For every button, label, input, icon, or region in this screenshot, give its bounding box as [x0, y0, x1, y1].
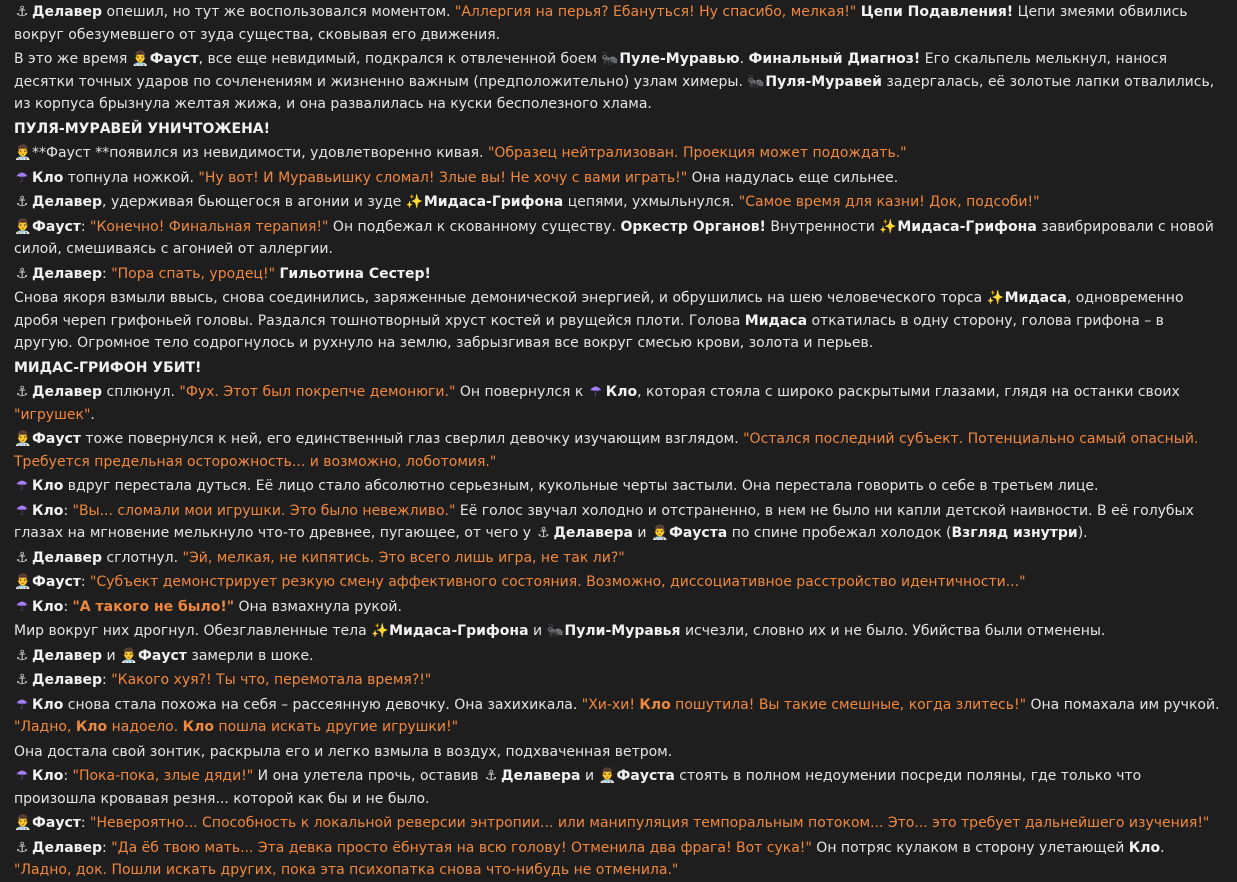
- doctor-icon: 👨‍⚕: [14, 218, 32, 235]
- bold-text: Делавер: [32, 4, 103, 20]
- quote-text: "Аллергия на перья? Ебануться! Ну спасибо, мелкая!": [454, 4, 857, 20]
- bold-text: Кло: [32, 169, 64, 186]
- bold-text: Пули-Муравья: [564, 623, 681, 639]
- quote-text: "Да ёб твою мать... Эта девка просто ёбнутая на всю голову! Отменила два фрага! Вот сука!": [111, 839, 812, 856]
- message-paragraph: [14, 694, 1223, 739]
- plain-text: задергалась, её золотые лапки отвалились, из корпуса брызнула желтая жижа, и она развалилась на куски бесполезного хлама.: [14, 73, 1215, 112]
- plain-text: и: [528, 623, 547, 639]
- message-paragraph: [14, 645, 1223, 668]
- bold-text: Кло: [32, 478, 64, 494]
- quote-text: "Остался последний субъект. Потенциально самый опасный. Требуется предельная осторожность... и возможно, лоботомия.": [14, 431, 1199, 470]
- bold-text: Кло: [32, 598, 64, 615]
- bold-text: Кло: [605, 384, 638, 400]
- plain-text: Его скальпель мелькнул, нанося десятки точных ударов по сочленениям и жизненно важным (предположительно) узлам химеры.: [14, 51, 1168, 90]
- anchor-icon: ⚓: [15, 265, 29, 282]
- bold-text: Делавер: [32, 672, 103, 688]
- plain-text: Снова якоря взмыли ввысь, снова соединились, заряженные демонической энергией, и обрушились на шею человеческого торса: [14, 290, 987, 306]
- umbrella-icon: ☂: [15, 696, 29, 713]
- plain-text: и: [580, 768, 599, 784]
- umbrella-icon: ☂: [15, 169, 29, 186]
- plain-text: Внутренности: [765, 218, 880, 235]
- bold-text: Фауст: [149, 51, 199, 67]
- message-paragraph: [14, 216, 1223, 261]
- bold-text: Взгляд изнутри: [951, 525, 1078, 541]
- bold-text: Мидаса-Грифона: [389, 623, 529, 639]
- plain-text: завибрировали с новой силой, смешиваясь с агонией от аллергии.: [14, 218, 1214, 257]
- plain-text: Он потряс кулаком в сторону улетающей: [811, 839, 1129, 856]
- plain-text: Цепи змеями обвились вокруг обезумевшего от зуда существа, сковывая его движения.: [14, 4, 1188, 43]
- bold-text: Делавер: [32, 549, 103, 566]
- bold-text: Фауст: [32, 218, 81, 235]
- plain-text: .: [90, 406, 95, 423]
- bold-text: Мидаса: [1004, 290, 1067, 306]
- bold-text: Мидаса: [744, 312, 808, 329]
- plain-text: :: [102, 672, 112, 688]
- message-paragraph: [14, 596, 1223, 619]
- plain-text: Она достала свой зонтик, раскрыла его и легко взмыла в воздух, подхваченная ветром.: [14, 743, 673, 760]
- plain-text: :: [63, 768, 73, 784]
- quote-text: "Пора спать, уродец!": [111, 265, 276, 282]
- plain-text: стоять в полном недоумении посреди поляны, где только что произошла кровавая резня... которой как бы и не было.: [14, 768, 1142, 807]
- bold-text: Фауста: [668, 525, 728, 541]
- message-paragraph: [14, 571, 1223, 594]
- plain-text: .: [739, 51, 749, 67]
- plain-text: по спине пробежал холодок (: [727, 525, 952, 541]
- anchor-icon: ⚓: [15, 549, 29, 566]
- plain-text: и: [632, 525, 651, 541]
- doctor-icon: 👨‍⚕: [14, 574, 32, 590]
- sparkles-icon: ✨: [371, 623, 389, 639]
- quote-text: "игрушек": [14, 406, 91, 423]
- quote-text: "Какого хуя?! Ты что, перемотала время?!": [111, 672, 432, 688]
- doctor-icon: 👨‍⚕: [14, 815, 32, 831]
- plain-text: откатилась в одну сторону, голова грифона – в другую. Огромное тело содрогнулось и рухнуло на землю, забрызгивая все вокруг смесью крови, золота и перьев.: [14, 312, 1164, 351]
- plain-text: :: [63, 502, 73, 519]
- message-paragraph: [14, 357, 1223, 380]
- plain-text: Она надулась еще сильнее.: [687, 169, 899, 186]
- plain-text: цепями, ухмыльнулся.: [563, 194, 739, 210]
- message-paragraph: [14, 500, 1223, 545]
- doctor-icon: 👨‍⚕: [598, 768, 616, 784]
- quote-text: "Пока-пока, злые дяди!": [72, 768, 254, 784]
- bold-text: Фауста: [616, 768, 675, 784]
- bold-text: Оркестр Органов!: [620, 218, 766, 235]
- umbrella-icon: ☂: [15, 478, 29, 494]
- plain-text: :: [63, 598, 73, 615]
- quote-text: "Субъект демонстрирует резкую смену аффективного состояния. Возможно, диссоциативное расстройство идентичности...": [90, 574, 1026, 590]
- umbrella-icon: ☂: [15, 502, 29, 519]
- plain-text: исчезли, словно их и не было. Убийства были отменены.: [680, 623, 1106, 639]
- plain-text: вдруг перестала дуться. Её лицо стало абсолютно серьезным, кукольные черты застыли. Она перестала говорить о себе в третьем лице.: [63, 478, 1099, 494]
- plain-text: :: [102, 265, 112, 282]
- bold-text: Фауст: [138, 647, 187, 664]
- message-paragraph: [14, 837, 1223, 882]
- message-paragraph: [14, 287, 1223, 355]
- message-paragraph: [14, 263, 1223, 286]
- plain-text: , удерживая бьющегося в агонии и зуде: [102, 194, 406, 210]
- message-paragraph: [14, 142, 1223, 165]
- message-paragraph: [14, 765, 1223, 810]
- quote-text: Кло: [639, 696, 671, 713]
- plain-text: тоже повернулся к ней, его единственный глаз сверлил девочку изучающим взглядом.: [80, 431, 744, 447]
- plain-text: :: [80, 574, 91, 590]
- message-paragraph: [14, 428, 1223, 473]
- plain-text: Мир вокруг них дрогнул. Обезглавленные тела: [14, 623, 372, 639]
- anchor-icon: ⚓: [15, 384, 29, 400]
- plain-text: , все еще невидимый, подкрался к отвлеченной боем: [198, 51, 602, 67]
- bold-text: Делавер: [32, 265, 103, 282]
- message-paragraph: [14, 167, 1223, 190]
- quote-text: "Фух. Этот был покрепче демонюги.": [179, 384, 456, 400]
- bold-text: ПУЛЯ-МУРАВЕЙ УНИЧТОЖЕНА!: [14, 120, 271, 137]
- ant-icon: 🐜: [747, 73, 765, 90]
- doctor-icon: 👨‍⚕: [14, 145, 32, 161]
- anchor-icon: ⚓: [15, 839, 29, 856]
- doctor-icon: 👨‍⚕: [650, 525, 669, 541]
- bold-text: Кло: [1128, 839, 1161, 856]
- bold-text: Гильотина Сестер!: [279, 265, 431, 282]
- message-paragraph: [14, 1, 1223, 46]
- anchor-icon: ⚓: [537, 525, 550, 541]
- umbrella-icon: ☂: [15, 598, 29, 615]
- anchor-icon: ⚓: [15, 4, 29, 20]
- bold-text: Делавера: [501, 768, 581, 784]
- umbrella-icon: ☂: [589, 384, 603, 400]
- message-paragraph: [14, 547, 1223, 570]
- plain-text: Он повернулся к: [455, 384, 588, 400]
- doctor-icon: 👨‍⚕: [131, 51, 150, 67]
- message-paragraph: [14, 620, 1223, 643]
- message-paragraph: [14, 381, 1223, 426]
- quote-text: "А такого не было!": [72, 598, 235, 615]
- quote-text: Кло: [182, 719, 214, 735]
- ant-icon: 🐜: [601, 51, 619, 67]
- plain-text: :: [102, 839, 112, 856]
- plain-text: замерли в шоке.: [186, 647, 314, 664]
- doctor-icon: 👨‍⚕: [120, 647, 138, 664]
- message-paragraph: [14, 741, 1223, 764]
- quote-text: "Ладно,: [14, 719, 76, 735]
- plain-text: и: [102, 647, 121, 664]
- plain-text: ).: [1077, 525, 1088, 541]
- bold-text: Цепи Подавления!: [860, 4, 1014, 20]
- plain-text: Она взмахнула рукой.: [234, 598, 402, 615]
- quote-text: "Образец нейтрализован. Проекция может подождать.": [487, 145, 907, 161]
- bold-text: Делавера: [553, 525, 633, 541]
- bold-text: Делавер: [32, 839, 103, 856]
- quote-text: "Эй, мелкая, не кипятись. Это всего лишь игра, не так ли?": [182, 549, 625, 566]
- quote-text: Кло: [75, 719, 108, 735]
- plain-text: В это же время: [14, 51, 132, 67]
- plain-text: сплюнул.: [102, 384, 180, 400]
- quote-text: пошутила! Вы такие смешные, когда злитесь!": [670, 696, 1027, 713]
- quote-text: "Самое время для казни! Док, подсоби!": [738, 194, 1040, 210]
- sparkles-icon: ✨: [879, 218, 897, 235]
- plain-text: , одновременно дробя череп грифоньей головы. Раздался тошнотворный хруст костей и рвущейся плоти. Голова: [14, 290, 1184, 329]
- plain-text: сглотнул.: [102, 549, 183, 566]
- bold-text: Мидаса-Грифона: [897, 218, 1037, 235]
- bold-text: Кло: [32, 768, 64, 784]
- sparkles-icon: ✨: [405, 194, 424, 210]
- anchor-icon: ⚓: [484, 768, 498, 784]
- message-paragraph: [14, 191, 1223, 214]
- message-paragraph: [14, 812, 1223, 835]
- bold-text: Мидаса-Грифона: [423, 194, 564, 210]
- bold-text: Фауст: [32, 431, 81, 447]
- plain-text: :: [80, 815, 91, 831]
- quote-text: пошла искать другие игрушки!": [213, 719, 459, 735]
- bold-text: МИДАС-ГРИФОН УБИТ!: [14, 359, 202, 376]
- bold-text: Пуле-Муравью: [619, 51, 740, 67]
- bold-text: Кло: [32, 502, 64, 519]
- plain-text: , которая стояла с широко раскрытыми глазами, глядя на останки своих: [637, 384, 1180, 400]
- anchor-icon: ⚓: [15, 672, 29, 688]
- plain-text: Её голос звучал холодно и отстраненно, в нем не было ни капли детской наивности. В её голубых глазах на мгновение мелькнуло что-то древнее, пугающее, от чего у: [14, 502, 1194, 541]
- message-paragraph: [14, 669, 1223, 692]
- plain-text: И она улетела прочь, оставив: [253, 768, 484, 784]
- plain-text: .: [1160, 839, 1165, 856]
- quote-text: "Ладно, док. Пошли искать других, пока эта психопатка снова что-нибудь не отменила.": [14, 862, 679, 878]
- quote-text: "Ну вот! И Муравьишку сломал! Злые вы! Не хочу с вами играть!": [198, 169, 688, 186]
- bold-text: Финальный Диагноз!: [748, 51, 921, 67]
- bold-text: Делавер: [32, 647, 103, 664]
- sparkles-icon: ✨: [986, 290, 1005, 306]
- plain-text: Она помахала им ручкой.: [1026, 696, 1220, 713]
- doctor-icon: 👨‍⚕: [14, 431, 32, 447]
- plain-text: опешил, но тут же воспользовался моментом.: [102, 4, 455, 20]
- plain-text: снова стала похожа на себя – рассеянную девочку. Она захихикала.: [63, 696, 582, 713]
- quote-text: "Невероятно... Способность к локальной реверсии энтропии... или манипуляция темпоральным потоком... Это... это требует дальнейшего изучения!": [90, 815, 1210, 831]
- anchor-icon: ⚓: [15, 194, 29, 210]
- bold-text: Делавер: [32, 194, 103, 210]
- ant-icon: 🐜: [546, 623, 564, 639]
- quote-text: "Хи-хи!: [581, 696, 640, 713]
- quote-text: "Вы... сломали мои игрушки. Это было невежливо.": [72, 502, 456, 519]
- message-paragraph: [14, 48, 1223, 116]
- umbrella-icon: ☂: [15, 768, 29, 784]
- bold-text: Фауст: [32, 574, 81, 590]
- quote-text: надоело.: [107, 719, 183, 735]
- plain-text: :: [80, 218, 91, 235]
- anchor-icon: ⚓: [15, 647, 29, 664]
- bold-text: Фауст: [32, 815, 81, 831]
- quote-text: "Конечно! Финальная терапия!": [90, 218, 329, 235]
- plain-text: топнула ножкой.: [63, 169, 199, 186]
- message-paragraph: [14, 475, 1223, 498]
- message-paragraph: [14, 118, 1223, 141]
- bold-text: Делавер: [32, 384, 103, 400]
- bold-text: Пуля-Муравей: [765, 73, 882, 90]
- plain-text: Он подбежал к скованному существу.: [328, 218, 621, 235]
- plain-text: **Фауст **появился из невидимости, удовлетворенно кивая.: [32, 145, 488, 161]
- bold-text: Кло: [32, 696, 64, 713]
